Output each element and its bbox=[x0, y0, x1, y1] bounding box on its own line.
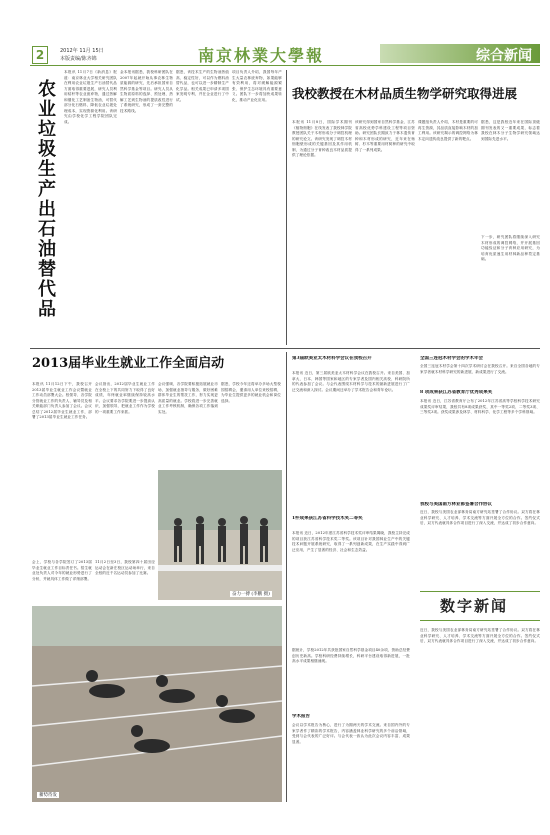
article-body: 会上，学校与各学院签订了2013届毕业生就业工作目标责任书。招生就业处负责人对今年的就业形势进行了分析，并就具体工作做了详细部署。 bbox=[32, 560, 92, 581]
brief-body: 会议以学术报告为核心，进行了为期两天的学术交流。来自国内外的专家学者作了精彩的学术报告，内容涵盖林业科学研究的多个前沿领域，受到与会代表的广泛好评。与会代表一致认为此次会议内容丰富、成果显著。 bbox=[292, 723, 410, 744]
article-body: 下一步，研究团队将继续深入研究木材形成的调控网络，并开展基因功能验证和分子育种应用研究，为培育优质速生用材林新品种奠定基础。 bbox=[481, 235, 540, 261]
photo-illustration bbox=[158, 470, 282, 600]
article-body: 本报讯 11月8日，国际学术期刊《植物细胞》在线发表了我校林学院教授团队关于木材形成分子调控机理的研究论文。该研究发现了调控木材细胞壁形成的关键基因及其作用机制，为通过分子育种改良木材品质提供了理论依据。 bbox=[292, 120, 352, 157]
section-rule bbox=[420, 591, 540, 592]
article-body: 该研究得到国家自然科学基金、江苏省高校优势学科建设工程等项目资助。研究团队长期致力于林木遗传育种和木材形成的研究，近年来在杨树、杉木等重要用材树种的研究中取得了一系列成果。 bbox=[355, 120, 415, 152]
photo-caption: 奋力一搏 (李鹏 摄) bbox=[232, 592, 270, 597]
article-body: 据悉，学校今年还将举办多场大型校园招聘会，邀请用人单位来校招聘，为毕业生提供更多的就业机会和岗位选择。 bbox=[221, 382, 281, 403]
header-rule bbox=[30, 65, 540, 66]
section-rule bbox=[420, 620, 540, 621]
brief-body: 本报讯 近日，江苏省教育厅公布了2012年江苏省高等学校科学技术研究成果奖评审结果，我校共有8项成果获奖，其中一等奖2项、二等奖3项、三等奖3项。获奖成果涉及林学、材料科学、化学工程等多个学科领域。 bbox=[420, 399, 540, 414]
brief-headline: 1件成果获江苏省科学技术奖二等奖 bbox=[292, 516, 363, 521]
article-body: 据悉，这是我校近年来在国际顶级期刊发表的又一重要成果，标志着我校在林木分子生物学研究领域达到国际先进水平。 bbox=[481, 120, 540, 141]
brief-body: 本报讯 近日，2012年度江苏省科学技术奖评审结果揭晓，我校主持完成的项目获江苏省科学技术奖二等奖。该项目针对我国林业生产中的关键技术问题开展系统研究，取得了一系列创新成果，在生产实践中得到广泛应用，产生了显著的经济、社会和生态效益。 bbox=[292, 531, 410, 552]
digital-news-body: 据统计，学校2012年共获批国家自然科学基金项目40余项，资助总经费创历史新高。学校科研经费持续增长，科研平台建设取得新进展，一批高水平成果相继涌现。 bbox=[292, 648, 410, 663]
photo-caption: 蓄势待发 bbox=[39, 793, 57, 798]
photo-illustration bbox=[32, 606, 282, 802]
sports-photo-sprint bbox=[32, 606, 282, 802]
article-body: 11月2日至3日，我校第四十届田径运动会在新庄校区运动场举行，来自全校的近千名运动员参加了比赛。 bbox=[95, 560, 155, 575]
article-vertical-headline: 农业垃圾生产出石油替代品 bbox=[38, 79, 56, 320]
article-body: 课题组负责人介绍，木材是重要的可再生资源，其品质直接影响木材的加工利用。该研究揭示的调控网络为林木定向遗传改良提供了新的靶点。 bbox=[418, 120, 478, 141]
editor-credit: 本版责编/陈齐锦 bbox=[60, 56, 97, 62]
brief-headline: 第3届欧美亚太木材科学会议在我校召开 bbox=[292, 356, 372, 361]
article-body: 本报讯 11月7日《新消息》报道：南京林业大学相关研究团队在利用农业垃圾生产石油替代品方面取得重要进展，研究人员利用秸秆等农业废弃物，通过热解和催化工艺制备生物油，可替代部分化石燃料，降低农业垃圾处理成本，实现资源化利用。该研究由学校化学工程学院团队完成。 bbox=[64, 70, 117, 124]
brief-body: 本报讯 近日，第三届欧美亚太木材科学会议在我校召开。来自美国、加拿大、日本、韩国等国家和地区的专家学者及国内相关高校、科研院所的代表参加了会议。与会代表围绕木材科学与技术的最新进展进行了广泛交流和深入探讨。会议期间还举办了学术报告会和青年论坛。 bbox=[292, 371, 410, 392]
digital-news-title: 数字新闻 bbox=[440, 597, 509, 615]
column-rule bbox=[286, 70, 287, 345]
section-title: 综合新闻 bbox=[476, 48, 532, 64]
article-body: 本报讯 11月12日下午，我校召开2013届毕业生就业工作会议暨就业工作动员部署大会。校领导、各学院分管就业工作的负责人、辅导员及相关职能部门负责人参加了会议。会议总结了2012届毕业生就业工作，部署了2013届毕业生就业工作任务。 bbox=[32, 382, 92, 419]
article-body: 据悉，该技术生产的生物油热值高、稳定性好，可以作为燃料油替代品，也可以进一步精制生产化学品。相关成果已申请多项国家发明专利，并在企业进行了中试。 bbox=[176, 70, 229, 102]
column-rule bbox=[286, 352, 287, 802]
section-banner bbox=[380, 44, 540, 63]
article-body: 会议强调，各学院要积极拓展就业市场，加强就业指导与服务，做好困难群体毕业生的帮扶工作，努力实现更高质量的就业。学校将进一步完善就业工作考核机制，确保各项工作落到实处。 bbox=[158, 382, 218, 414]
masthead-title: 南京林業大學報 bbox=[198, 46, 325, 65]
page-number: 2 bbox=[35, 48, 45, 62]
article-body: 金本报讯据悉，我校科研团队在2007年起就开始从事农林生物质能源的研究，先后承担国家自然科学基金等项目。研究人员从生物质原料的选择、预处理、热解工艺到生物油的提质改性进行了系统研究，形成了一套完整的技术路线。 bbox=[120, 70, 173, 113]
issue-date: 2012年 11月 15日 bbox=[60, 48, 104, 54]
brief-body: 近日，我校与美国农业部林务局南方研究站签署了合作协议。双方将在林业科学研究、人才培养、学术交流等方面开展全方位的合作。签约仪式后，双方代表就具体合作项目进行了深入交流，并达成了初步合作意向。 bbox=[420, 510, 540, 525]
brief-headline: 我校与美国南方林业部签署合作协议 bbox=[420, 502, 492, 507]
brief-body: 全国三连冠木材学会第十四次学术研讨会在我校召开。来自全国各地的专家学者就木材科学研究的新进展、新成果进行了交流。 bbox=[420, 364, 540, 374]
page-number-box bbox=[32, 46, 48, 64]
brief-headline: 8 项成果获江苏省教育厅优秀成果奖 bbox=[420, 390, 493, 395]
brief-headline: 全国三连冠木材学会的学术年会 bbox=[420, 356, 483, 361]
sports-photo-hurdles bbox=[158, 470, 282, 600]
brief-body-continued: 近日，我校与美国农业部林务局南方研究站签署了合作协议。双方将在林业科学研究、人才培养、学术交流等方面开展全方位的合作。签约仪式后，双方代表就具体合作项目进行了深入交流，并达成了初步合作意向。 bbox=[420, 628, 540, 643]
brief-headline: 学术报告 bbox=[292, 714, 310, 719]
article-headline: 2013届毕业生就业工作全面启动 bbox=[32, 356, 225, 371]
article-headline: 我校教授在木材品质生物学研究取得进展 bbox=[292, 86, 518, 101]
section-rule bbox=[30, 348, 540, 349]
article-body: 项目负责人介绍，我国每年产生大量农林废弃物，如果能够有效利用，将对缓解能源紧张、保护生态环境具有重要意义。团队下一步将加快成果转化，推动产业化应用。 bbox=[232, 70, 282, 102]
article-body: 会议指出，2012届毕业生就业工作在全校上下的共同努力下取得了良好成绩，年终就业率继续保持较高水平。会议要求各学院要进一步提高认识，加强领导，把就业工作作为学校的一项重要工作来抓。 bbox=[95, 382, 155, 414]
